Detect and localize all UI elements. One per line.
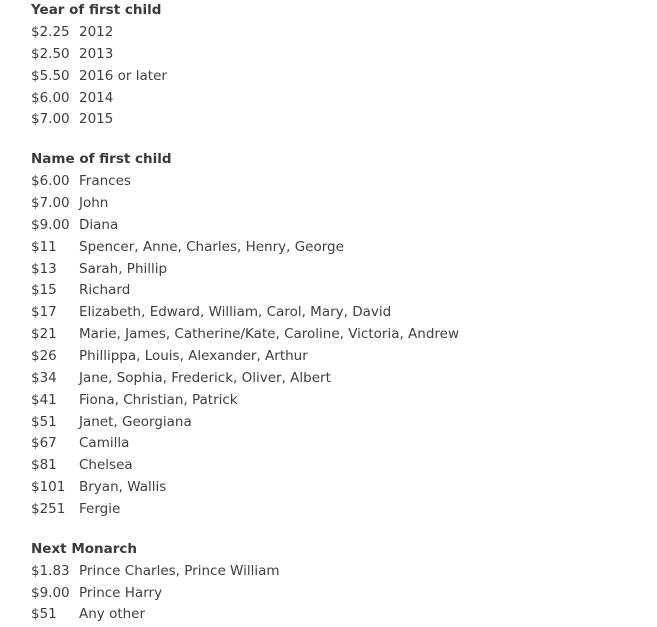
odds-row [31, 390, 657, 412]
odds-price: $15 [31, 282, 57, 299]
odds-row [31, 346, 657, 368]
odds-label: Elizabeth, Edward, William, Carol, Mary, David [79, 304, 392, 321]
odds-label: Chelsea [79, 457, 133, 474]
odds-price: $9.00 [31, 216, 70, 233]
odds-label: Phillippa, Louis, Alexander, Arthur [79, 347, 308, 364]
odds-label: 2016 or later [79, 67, 167, 84]
section-spacer [31, 521, 657, 541]
odds-row [31, 302, 657, 324]
odds-price: $7.00 [31, 195, 70, 212]
section-spacer [31, 131, 657, 151]
odds-label: 2014 [79, 89, 114, 106]
odds-label: Any other [79, 606, 146, 623]
odds-label: Frances [79, 173, 131, 190]
odds-price: $41 [31, 391, 57, 408]
odds-price: $2.25 [31, 24, 70, 40]
section-heading: Year of first child [31, 2, 162, 18]
odds-row [31, 604, 657, 626]
odds-row [31, 44, 657, 66]
odds-row [31, 280, 657, 302]
odds-price: $81 [31, 457, 57, 474]
odds-price: $6.00 [31, 173, 70, 190]
odds-section [31, 541, 657, 627]
odds-row [31, 88, 657, 110]
odds-price: $26 [31, 347, 57, 364]
odds-label: Bryan, Wallis [79, 479, 167, 496]
odds-label: Richard [79, 282, 131, 299]
section-heading: Name of first child [31, 151, 172, 168]
odds-row [31, 433, 657, 455]
odds-label: Fiona, Christian, Patrick [79, 391, 238, 408]
odds-row [31, 477, 657, 499]
odds-label: Prince Charles, Prince William [79, 562, 280, 579]
odds-price: $13 [31, 260, 57, 277]
odds-row [31, 171, 657, 193]
odds-row [31, 66, 657, 88]
odds-row [31, 22, 657, 44]
odds-price: $21 [31, 326, 57, 343]
odds-label: Prince Harry [79, 584, 163, 601]
odds-price: $34 [31, 369, 57, 386]
odds-label: John [79, 195, 109, 212]
odds-row [31, 324, 657, 346]
odds-price: $6.00 [31, 89, 70, 106]
odds-row [31, 561, 657, 583]
section-heading: Next Monarch [31, 540, 138, 557]
odds-row [31, 193, 657, 215]
odds-row [31, 499, 657, 521]
odds-price: $2.50 [31, 45, 70, 62]
odds-price: $9.00 [31, 584, 70, 601]
odds-row [31, 109, 657, 131]
odds-price: $51 [31, 606, 57, 623]
odds-row [31, 237, 657, 259]
odds-price: $7.00 [31, 111, 70, 128]
odds-price: $11 [31, 238, 57, 255]
odds-row [31, 583, 657, 605]
odds-price: $51 [31, 413, 57, 430]
odds-label: Sarah, Phillip [79, 260, 168, 277]
odds-label: Spencer, Anne, Charles, Henry, George [79, 238, 344, 255]
odds-label: Jane, Sophia, Frederick, Oliver, Albert [79, 369, 331, 386]
odds-label: 2013 [79, 45, 114, 62]
odds-label: Marie, James, Catherine/Kate, Caroline, Victoria, Andrew [79, 326, 460, 343]
odds-section [31, 151, 657, 521]
odds-row [31, 259, 657, 281]
odds-price: $67 [31, 435, 57, 452]
odds-row [31, 215, 657, 237]
odds-price: $5.50 [31, 67, 70, 84]
odds-price: $17 [31, 304, 57, 321]
odds-section [31, 2, 657, 131]
odds-row [31, 455, 657, 477]
odds-price: $101 [31, 479, 66, 496]
odds-price: $1.83 [31, 562, 70, 579]
odds-label: 2015 [79, 111, 114, 128]
odds-row [31, 412, 657, 434]
odds-label: Fergie [79, 500, 121, 517]
odds-label: Janet, Georgiana [79, 413, 192, 430]
odds-label: 2012 [79, 24, 114, 40]
odds-label: Camilla [79, 435, 130, 452]
odds-price: $251 [31, 500, 66, 517]
odds-label: Diana [79, 216, 119, 233]
odds-row [31, 368, 657, 390]
